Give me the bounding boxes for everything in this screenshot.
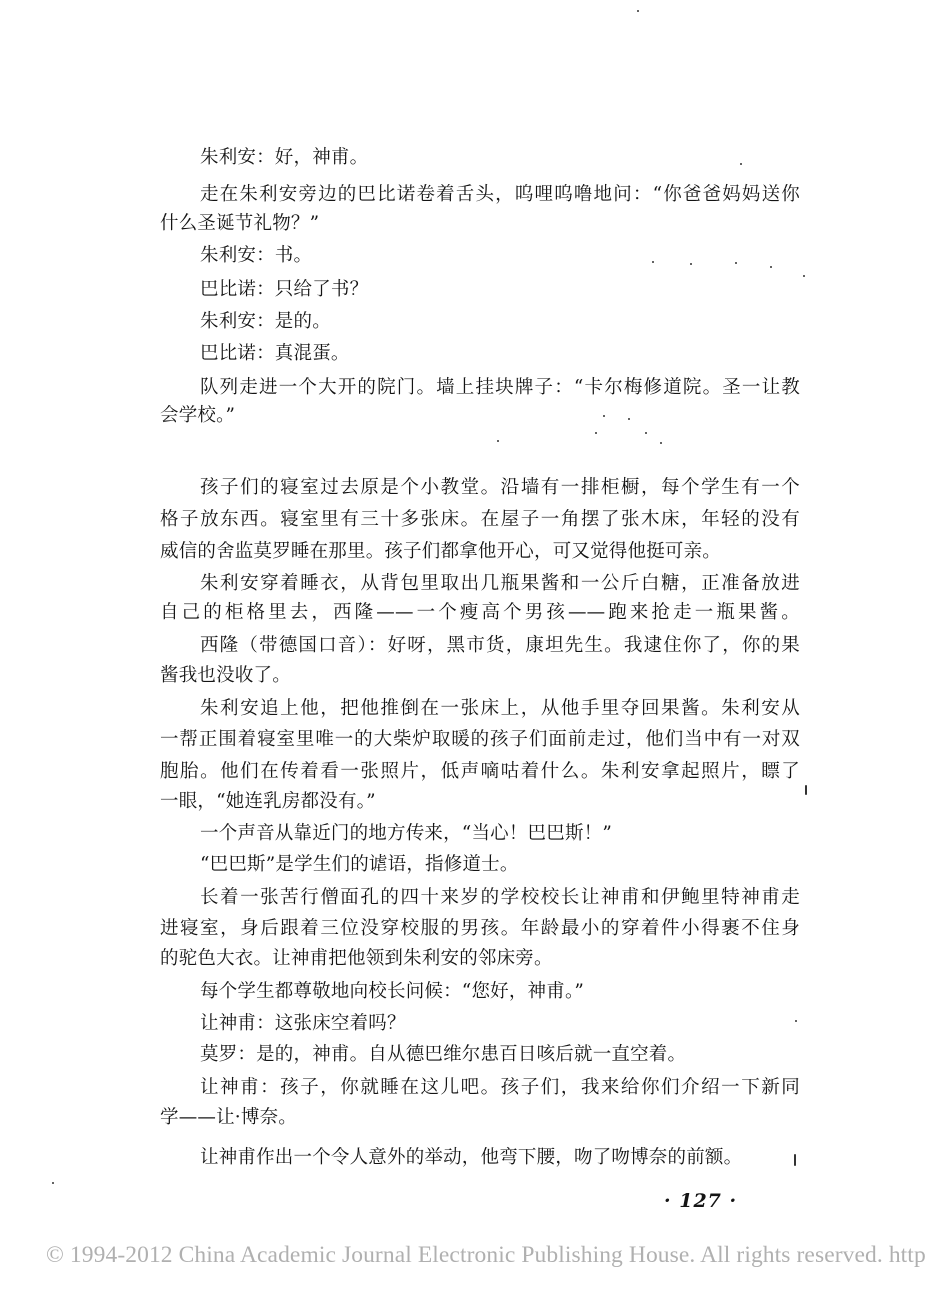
scan-speck	[595, 432, 597, 434]
scan-speck	[735, 262, 737, 264]
scan-speck	[805, 785, 807, 795]
text-line: 自己的柜格里去，西隆——一个瘦高个男孩——跑来抢走一瓶果酱。	[160, 602, 800, 623]
text-line: 朱利安：是的。	[200, 311, 331, 332]
text-line: 格子放东西。寝室里有三十多张床。在屋子一角摆了张木床，年轻的没有	[160, 509, 800, 530]
scan-speck	[770, 266, 772, 268]
scan-speck	[652, 261, 654, 263]
text-line: 巴比诺：真混蛋。	[200, 343, 350, 364]
scan-speck	[637, 10, 639, 12]
text-line: 巴比诺：只给了书？	[200, 279, 369, 300]
text-line: 让神甫：孩子，你就睡在这儿吧。孩子们，我来给你们介绍一下新同	[200, 1077, 800, 1098]
text-line: 朱利安：好，神甫。	[200, 147, 369, 168]
scan-speck	[794, 1154, 796, 1166]
page-number: · 127 ·	[664, 1190, 738, 1212]
text-line: 孩子们的寝室过去原是个小教堂。沿墙有一排柜橱，每个学生有一个	[200, 477, 800, 498]
text-line: 一帮正围着寝室里唯一的大柴炉取暖的孩子们面前走过，他们当中有一对双	[160, 729, 800, 750]
text-line: 朱利安：书。	[200, 245, 313, 266]
text-line: 进寝室，身后跟着三位没穿校服的男孩。年龄最小的穿着件小得裹不住身	[160, 918, 800, 939]
scan-speck	[603, 415, 605, 417]
scan-speck	[52, 1182, 54, 1184]
text-line: 一眼，“她连乳房都没有。”	[160, 791, 376, 812]
scan-speck	[497, 440, 499, 442]
text-line: 长着一张苦行僧面孔的四十来岁的学校校长让神甫和伊鲍里特神甫走	[200, 887, 800, 908]
text-line: 一个声音从靠近门的地方传来，“当心！巴巴斯！”	[200, 823, 613, 844]
scan-speck	[628, 418, 630, 420]
text-line: 学——让·博奈。	[160, 1107, 297, 1128]
text-line: “巴巴斯”是学生们的谑语，指修道士。	[200, 854, 519, 875]
text-line: 西隆（带德国口音）：好呀，黑市货，康坦先生。我逮住你了，你的果	[200, 635, 800, 656]
text-line: 莫罗：是的，神甫。自从德巴维尔患百日咳后就一直空着。	[200, 1044, 687, 1065]
scan-speck	[645, 432, 647, 434]
text-line: 酱我也没收了。	[160, 665, 291, 686]
text-line: 朱利安追上他，把他推倒在一张床上，从他手里夺回果酱。朱利安从	[200, 698, 800, 719]
scan-speck	[795, 1020, 797, 1022]
text-line: 每个学生都尊敬地向校长问候：“您好，神甫。”	[200, 981, 585, 1002]
text-line: 让神甫作出一个令人意外的举动，他弯下腰，吻了吻博奈的前额。	[200, 1147, 743, 1168]
scan-speck	[803, 275, 805, 277]
text-line: 胞胎。他们在传着看一张照片，低声嘀咕着什么。朱利安拿起照片，瞟了	[160, 761, 800, 782]
text-line: 让神甫：这张床空着吗？	[200, 1013, 406, 1034]
scan-speck	[740, 163, 742, 165]
text-line: 走在朱利安旁边的巴比诺卷着舌头，呜哩呜噜地问：“你爸爸妈妈送你	[200, 184, 800, 205]
copyright-footer: © 1994-2012 China Academic Journal Electronic Publishing House. All rights reserved. http	[46, 1242, 926, 1268]
text-line: 威信的舍监莫罗睡在那里。孩子们都拿他开心，可又觉得他挺可亲。	[160, 541, 722, 562]
text-line: 会学校。”	[160, 405, 236, 426]
text-line: 的驼色大衣。让神甫把他领到朱利安的邻床旁。	[160, 948, 553, 969]
scan-speck	[690, 263, 692, 265]
scan-speck	[660, 442, 662, 444]
text-line: 队列走进一个大开的院门。墙上挂块牌子：“卡尔梅修道院。圣一让教	[200, 377, 800, 398]
text-line: 朱利安穿着睡衣，从背包里取出几瓶果酱和一公斤白糖，正准备放进	[200, 573, 800, 594]
text-line: 什么圣诞节礼物？”	[160, 213, 320, 234]
